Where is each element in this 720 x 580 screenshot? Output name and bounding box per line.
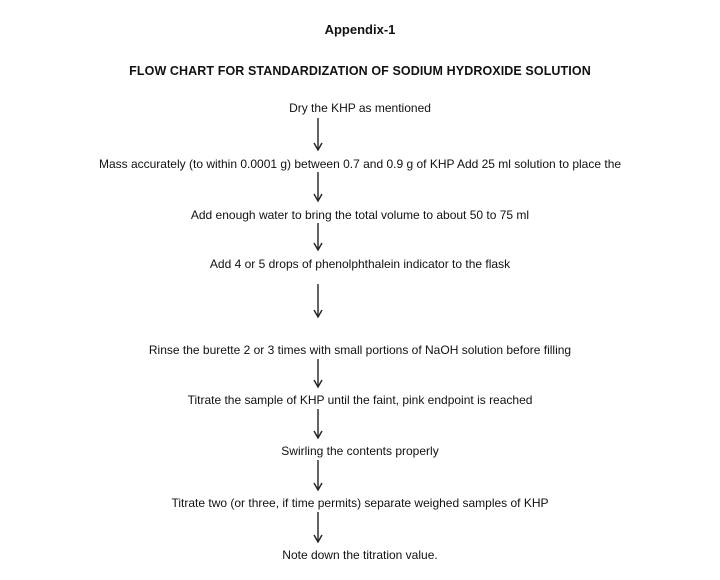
arrow-down-icon xyxy=(312,512,324,543)
step-5: Rinse the burette 2 or 3 times with small portions of NaOH solution before filling xyxy=(148,343,572,357)
step-6: Titrate the sample of KHP until the faint, pink endpoint is reached xyxy=(187,393,533,407)
arrow-down-icon xyxy=(312,409,324,439)
arrow-down-icon xyxy=(312,118,324,151)
step-7: Swirling the contents properly xyxy=(281,444,439,458)
arrow-down-icon xyxy=(312,460,324,491)
arrow-down-icon xyxy=(312,223,324,251)
flow-chart-title: FLOW CHART FOR STANDARDIZATION OF SODIUM HYDROXIDE SOLUTION xyxy=(129,64,591,78)
arrow-down-icon xyxy=(312,172,324,202)
step-4: Add 4 or 5 drops of phenolphthalein indicator to the flask xyxy=(209,257,511,271)
step-1: Dry the KHP as mentioned xyxy=(289,101,431,115)
arrow-down-icon xyxy=(312,359,324,388)
step-8: Titrate two (or three, if time permits) separate weighed samples of KHP xyxy=(171,496,549,510)
appendix-label: Appendix-1 xyxy=(324,22,396,37)
arrow-down-icon xyxy=(312,284,324,318)
step-9: Note down the titration value. xyxy=(282,548,438,562)
step-3: Add enough water to bring the total volume to about 50 to 75 ml xyxy=(190,208,530,222)
step-2: Mass accurately (to within 0.0001 g) between 0.7 and 0.9 g of KHP Add 25 ml solution to place the xyxy=(98,157,622,171)
